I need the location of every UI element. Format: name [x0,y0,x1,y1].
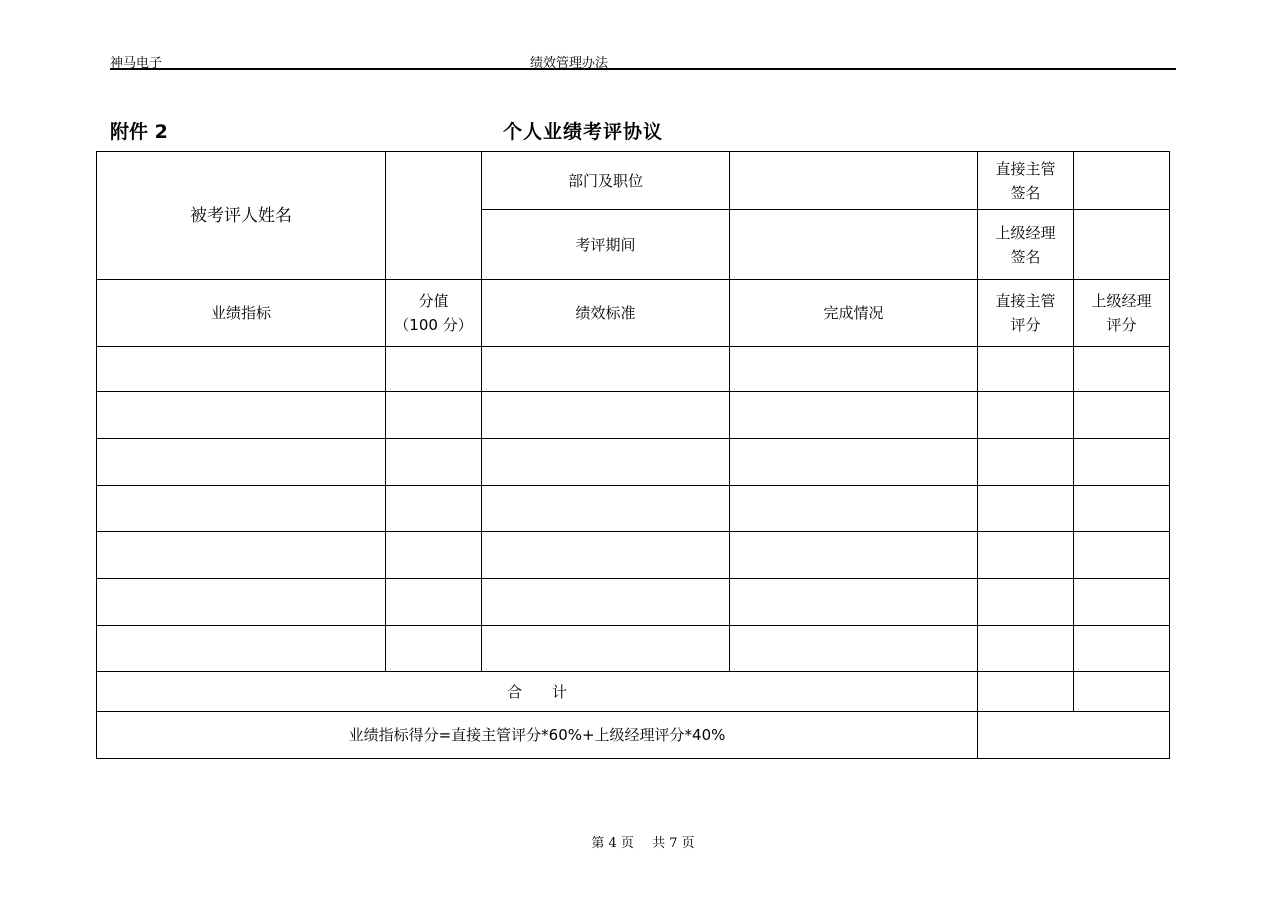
period-label: 考评期间 [482,210,730,280]
table-row [97,626,1170,672]
table-row [97,579,1170,626]
standard-field[interactable] [482,579,730,626]
table-row [97,532,1170,579]
col-header-score-value [386,280,482,347]
indicator-field[interactable] [97,486,386,532]
indicator-field[interactable] [97,579,386,626]
indicator-field[interactable] [97,532,386,579]
total-label: 合 计 [97,672,978,712]
senior-manager-sign-label [978,210,1074,280]
score-value-field[interactable] [386,347,482,392]
dept-position-field[interactable] [730,152,978,210]
score-value-field[interactable] [386,579,482,626]
senior-manager-sign-label-line1: 上级经理 [995,223,1056,242]
score-value-field[interactable] [386,486,482,532]
score-value-field[interactable] [386,392,482,439]
completion-field[interactable] [730,439,978,486]
senior-manager-score-field[interactable] [1074,392,1170,439]
direct-supervisor-sign-label-line2: 签名 [1010,183,1041,202]
evaluation-form-table [96,151,1170,759]
senior-manager-score-field[interactable] [1074,486,1170,532]
table-row [97,392,1170,439]
column-header-row [97,280,1170,347]
standard-field[interactable] [482,347,730,392]
score-value-field[interactable] [386,439,482,486]
evaluatee-name-label: 被考评人姓名 [97,152,386,280]
col-header-standard: 绩效标准 [482,280,730,347]
table-row [97,486,1170,532]
indicator-field[interactable] [97,347,386,392]
senior-manager-score-field[interactable] [1074,439,1170,486]
col-header-score-value-line2: （100 分） [394,316,473,334]
col-header-direct-supervisor-score-line2: 评分 [1010,316,1041,334]
header-rule [110,68,1176,70]
table-row [97,439,1170,486]
senior-manager-score-field[interactable] [1074,579,1170,626]
senior-manager-score-field[interactable] [1074,626,1170,672]
col-header-senior-manager-score [1074,280,1170,347]
completion-field[interactable] [730,347,978,392]
direct-supervisor-sign-field[interactable] [1074,152,1170,210]
indicator-field[interactable] [97,392,386,439]
col-header-completion: 完成情况 [730,280,978,347]
col-header-direct-supervisor-score [978,280,1074,347]
page-number: 第 4 页 [591,836,634,851]
standard-field[interactable] [482,626,730,672]
direct-supervisor-score-field[interactable] [978,532,1074,579]
senior-manager-sign-label-line2: 签名 [1010,247,1041,266]
formula-text: 业绩指标得分=直接主管评分*60%+上级经理评分*40% [97,712,978,759]
total-senior-manager-field[interactable] [1074,672,1170,712]
score-value-field[interactable] [386,626,482,672]
page-title: 个人业绩考评协议 [503,121,664,143]
direct-supervisor-score-field[interactable] [978,439,1074,486]
completion-field[interactable] [730,486,978,532]
direct-supervisor-score-field[interactable] [978,626,1074,672]
col-header-score-value-line1: 分值 [418,292,449,310]
attachment-label: 附件 2 [110,121,168,143]
indicator-field[interactable] [97,439,386,486]
dept-position-label: 部门及职位 [482,152,730,210]
page-footer [0,832,1286,851]
standard-field[interactable] [482,392,730,439]
col-header-senior-manager-score-line1: 上级经理 [1091,292,1152,310]
score-value-field[interactable] [386,532,482,579]
direct-supervisor-score-field[interactable] [978,486,1074,532]
col-header-direct-supervisor-score-line1: 直接主管 [995,292,1056,310]
page-total: 共 7 页 [652,836,695,851]
header-company: 神马电子 [110,56,163,71]
direct-supervisor-sign-label-line1: 直接主管 [995,159,1056,178]
period-field[interactable] [730,210,978,280]
evaluatee-name-field[interactable] [386,152,482,280]
senior-manager-score-field[interactable] [1074,347,1170,392]
info-row-dept [97,152,1170,210]
standard-field[interactable] [482,532,730,579]
header-doc-name: 绩效管理办法 [530,56,609,71]
formula-result-field[interactable] [978,712,1170,759]
direct-supervisor-score-field[interactable] [978,392,1074,439]
total-direct-supervisor-field[interactable] [978,672,1074,712]
direct-supervisor-score-field[interactable] [978,579,1074,626]
senior-manager-sign-field[interactable] [1074,210,1170,280]
col-header-senior-manager-score-line2: 评分 [1106,316,1137,334]
direct-supervisor-sign-label [978,152,1074,210]
senior-manager-score-field[interactable] [1074,532,1170,579]
col-header-indicator: 业绩指标 [97,280,386,347]
table-row [97,347,1170,392]
completion-field[interactable] [730,532,978,579]
completion-field[interactable] [730,626,978,672]
completion-field[interactable] [730,392,978,439]
standard-field[interactable] [482,439,730,486]
direct-supervisor-score-field[interactable] [978,347,1074,392]
total-row [97,672,1170,712]
formula-row [97,712,1170,759]
standard-field[interactable] [482,486,730,532]
indicator-field[interactable] [97,626,386,672]
completion-field[interactable] [730,579,978,626]
